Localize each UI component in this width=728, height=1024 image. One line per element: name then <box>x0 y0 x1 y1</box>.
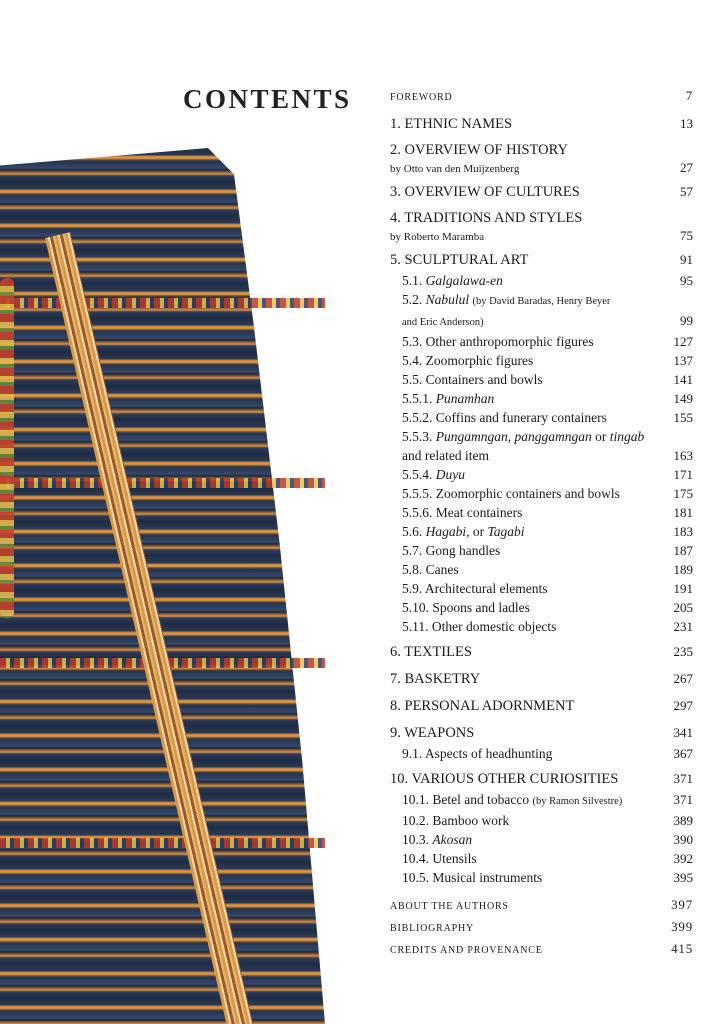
toc-section-5-7[interactable] <box>390 541 693 560</box>
toc-label: 5.9. Architectural elements <box>402 581 548 596</box>
toc-page: 57 <box>680 184 693 199</box>
toc-page: 392 <box>673 851 693 866</box>
toc-byline-text: by Roberto Maramba <box>390 231 485 243</box>
toc-num: 5.5.3. <box>402 429 433 444</box>
toc-label: 10.2. Bamboo work <box>402 813 510 828</box>
toc-section-5-1[interactable] <box>390 271 693 290</box>
toc-entry-about-authors[interactable] <box>390 895 693 917</box>
toc-page: 181 <box>673 505 693 520</box>
toc-page: 371 <box>673 771 693 786</box>
toc-page: 171 <box>673 467 693 482</box>
toc-page: 127 <box>673 334 693 349</box>
toc-label: BIBLIOGRAPHY <box>390 923 475 934</box>
toc-section-5-5-6[interactable] <box>390 503 693 522</box>
toc-page: 99 <box>680 313 693 328</box>
toc-page: 191 <box>673 581 693 596</box>
toc-label: 5.4. Zoomorphic figures <box>402 353 534 368</box>
toc-section-5-5-3[interactable] <box>390 427 693 446</box>
toc-num: 5.6. <box>402 524 423 539</box>
toc-section-5-6[interactable] <box>390 522 693 541</box>
toc-section-5-5-4[interactable] <box>390 465 693 484</box>
toc-label: FOREWORD <box>390 92 453 103</box>
toc-byline <box>390 161 693 176</box>
textile-band <box>0 838 325 848</box>
toc-italic-title: Nabulul <box>425 292 470 307</box>
toc-chapter-2[interactable] <box>390 140 693 161</box>
toc-page: 27 <box>680 160 693 175</box>
toc-page: 205 <box>673 600 693 615</box>
toc-page: 397 <box>671 897 693 912</box>
toc-section-5-4[interactable] <box>390 351 693 370</box>
toc-sep: , or <box>466 524 488 539</box>
toc-page: 415 <box>671 941 693 956</box>
toc-page: 187 <box>673 543 693 558</box>
toc-section-5-8[interactable] <box>390 560 693 579</box>
toc-italic-title: Duyu <box>435 467 465 482</box>
toc-page: 390 <box>673 832 693 847</box>
toc-page: 137 <box>673 353 693 368</box>
toc-section-5-2[interactable] <box>390 290 693 311</box>
toc-section-5-10[interactable] <box>390 598 693 617</box>
toc-page: 13 <box>680 116 693 131</box>
toc-note: (by David Baradas, Henry Beyer <box>472 296 611 307</box>
toc-section-5-5-3-cont <box>390 446 693 465</box>
toc-page: 91 <box>680 252 693 267</box>
toc-byline-text: by Otto van den Muijzenberg <box>390 163 520 175</box>
toc-chapter-5[interactable] <box>390 249 693 271</box>
toc-page: 235 <box>673 644 693 659</box>
toc-section-10-2[interactable] <box>390 811 693 830</box>
toc-page: 231 <box>673 619 693 634</box>
toc-page: 341 <box>673 725 693 740</box>
toc-italic-title: Hagabi <box>425 524 467 539</box>
toc-label: 5.5.2. Coffins and funerary containers <box>402 410 607 425</box>
toc-section-5-11[interactable] <box>390 617 693 636</box>
table-of-contents <box>390 86 693 961</box>
toc-page: 367 <box>673 746 693 761</box>
toc-page: 267 <box>673 671 693 686</box>
toc-italic-title: panggamngan <box>514 429 592 444</box>
toc-chapter-1[interactable] <box>390 113 693 135</box>
toc-chapter-10[interactable] <box>390 768 693 790</box>
toc-chapter-8[interactable] <box>390 695 693 717</box>
toc-page: 371 <box>673 792 693 807</box>
toc-section-10-3[interactable] <box>390 830 693 849</box>
toc-italic-title: Akosan <box>432 832 473 847</box>
toc-page: 297 <box>673 698 693 713</box>
toc-page: 141 <box>673 372 693 387</box>
textile-band <box>0 298 325 308</box>
toc-italic-title: Tagabi <box>487 524 525 539</box>
toc-page: 189 <box>673 562 693 577</box>
toc-section-5-9[interactable] <box>390 579 693 598</box>
toc-note: and Eric Anderson) <box>402 317 484 328</box>
toc-num: 10.3. <box>402 832 429 847</box>
toc-chapter-4[interactable] <box>390 208 693 229</box>
textile-band <box>0 478 325 488</box>
textile-photograph <box>0 148 325 1024</box>
toc-entry-foreword[interactable] <box>390 86 693 108</box>
toc-label: ABOUT THE AUTHORS <box>390 901 509 912</box>
toc-page: 75 <box>680 228 693 243</box>
textile-weave <box>0 148 325 1024</box>
toc-label: 10.5. Musical instruments <box>402 870 543 885</box>
toc-label: 5.11. Other domestic objects <box>402 619 557 634</box>
toc-italic-title: tingab <box>609 429 645 444</box>
toc-page: 399 <box>671 919 693 934</box>
toc-section-5-5-1[interactable] <box>390 389 693 408</box>
toc-label: 5.8. Canes <box>402 562 459 577</box>
toc-label: 5.10. Spoons and ladles <box>402 600 530 615</box>
textile-tassel-fringe <box>0 278 14 618</box>
toc-label: 9.1. Aspects of headhunting <box>402 746 553 761</box>
toc-page: 395 <box>673 870 693 885</box>
toc-page: 155 <box>673 410 693 425</box>
toc-label: 10.1. Betel and tobacco <box>402 792 530 807</box>
page-title: CONTENTS <box>183 84 352 114</box>
toc-section-5-5[interactable] <box>390 370 693 389</box>
toc-label: 1. ETHNIC NAMES <box>390 116 513 132</box>
toc-section-5-3[interactable] <box>390 332 693 351</box>
toc-italic-title: Galgalawa-en <box>425 273 503 288</box>
toc-section-9-1[interactable] <box>390 744 693 763</box>
toc-page: 389 <box>673 813 693 828</box>
toc-label: 8. PERSONAL ADORNMENT <box>390 698 575 714</box>
toc-section-5-5-5[interactable] <box>390 484 693 503</box>
toc-entry-credits[interactable] <box>390 939 693 961</box>
toc-label: 5.5.6. Meat containers <box>402 505 523 520</box>
toc-page: 149 <box>673 391 693 406</box>
toc-label: 9. WEAPONS <box>390 725 475 741</box>
toc-page: 175 <box>673 486 693 501</box>
toc-label: 6. TEXTILES <box>390 644 472 660</box>
toc-label: 5. SCULPTURAL ART <box>390 252 529 268</box>
toc-section-10-4[interactable] <box>390 849 693 868</box>
toc-chapter-7[interactable] <box>390 668 693 690</box>
toc-italic-title: Pungamngan <box>435 429 508 444</box>
toc-label: 5.5. Containers and bowls <box>402 372 543 387</box>
toc-page: 183 <box>673 524 693 539</box>
toc-sep: , <box>507 429 515 444</box>
toc-label: 4. TRADITIONS AND STYLES <box>390 210 583 226</box>
toc-label: 3. OVERVIEW OF CULTURES <box>390 184 580 200</box>
toc-num: 5.5.1. <box>402 391 433 406</box>
toc-note: (by Ramon Silvestre) <box>532 796 623 807</box>
toc-page: 163 <box>673 448 693 463</box>
toc-italic-title: Punamhan <box>435 391 495 406</box>
toc-num: 5.1. <box>402 273 423 288</box>
toc-sep: or <box>591 429 610 444</box>
toc-chapter-6[interactable] <box>390 641 693 663</box>
toc-label: 2. OVERVIEW OF HISTORY <box>390 142 568 158</box>
toc-byline <box>390 229 693 244</box>
toc-label: and related item <box>402 448 489 463</box>
toc-label: 10. VARIOUS OTHER CURIOSITIES <box>390 771 619 787</box>
toc-page: 7 <box>685 88 693 103</box>
toc-label: CREDITS AND PROVENANCE <box>390 945 543 956</box>
toc-section-5-2-cont <box>390 311 693 332</box>
toc-section-10-1[interactable] <box>390 790 693 811</box>
toc-label: 5.5.5. Zoomorphic containers and bowls <box>402 486 620 501</box>
toc-page: 95 <box>680 273 693 288</box>
toc-section-5-5-2[interactable] <box>390 408 693 427</box>
toc-label: 5.7. Gong handles <box>402 543 501 558</box>
toc-chapter-9[interactable] <box>390 722 693 744</box>
toc-label: 7. BASKETRY <box>390 671 481 687</box>
toc-section-10-5[interactable] <box>390 868 693 887</box>
toc-entry-bibliography[interactable] <box>390 917 693 939</box>
toc-label: 10.4. Utensils <box>402 851 477 866</box>
toc-chapter-3[interactable] <box>390 181 693 203</box>
toc-num: 5.2. <box>402 292 423 307</box>
toc-num: 5.5.4. <box>402 467 433 482</box>
toc-label: 5.3. Other anthropomorphic figures <box>402 334 594 349</box>
